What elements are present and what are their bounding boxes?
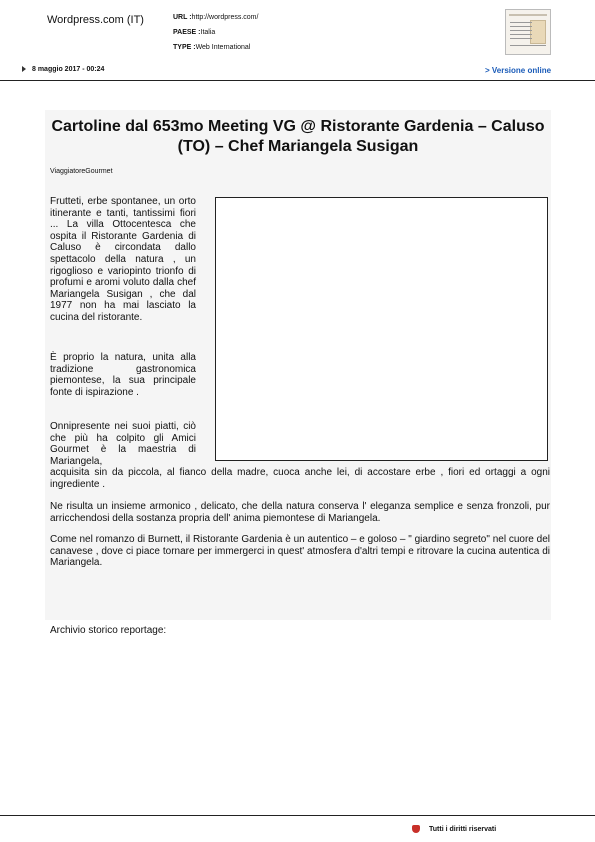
paragraph-5: Come nel romanzo di Burnett, il Ristorante Gardenia è un autentico – e goloso – " giardino segreto" nel cuore del canavese , dove ci piace tornare per immergerci in quest' atmosfera d'altri tempi e ritrovare la cucina autentica di Mariangela. bbox=[50, 534, 550, 569]
country-label: PAESE : bbox=[173, 29, 201, 36]
page-thumbnail bbox=[505, 9, 551, 55]
thumbnail-text-line bbox=[510, 30, 532, 31]
article-image-placeholder bbox=[215, 197, 548, 461]
footer-divider bbox=[0, 815, 595, 816]
thumbnail-text-line bbox=[510, 34, 532, 35]
paragraph-3: Onnipresente nei suoi piatti, ciò che più ha colpito gli Amici Gourmet è la maestria di Mariangela, bbox=[50, 421, 196, 467]
paragraph-1: Frutteti, erbe spontanee, un orto itinerante e tanti, tantissimi fiori ... La villa Ottocentesca che ospita il Ristorante Gardenia di Caluso è circondata dallo spettacolo della natura , un rigoglioso e variopinto trionfo di profumi e aromi voluto dalla chef Mariangela Susigan , che dal 1977 non ha mai lasciato la cucina del ristorante. bbox=[50, 196, 196, 323]
triangle-bullet-icon bbox=[22, 66, 26, 72]
type-label: TYPE : bbox=[173, 44, 196, 51]
header-divider bbox=[0, 80, 595, 81]
country-row bbox=[173, 25, 258, 40]
paragraph-2: È proprio la natura, unita alla tradizione gastronomica piemontese, la sua principale fonte di ispirazione . bbox=[50, 352, 196, 398]
url-value[interactable]: http://wordpress.com/ bbox=[191, 14, 259, 21]
url-label: URL : bbox=[173, 14, 192, 21]
thumbnail-header-bar bbox=[509, 14, 547, 16]
publication-date bbox=[22, 66, 104, 73]
thumbnail-text-line bbox=[510, 22, 532, 23]
online-version-link[interactable]: > Versione online bbox=[485, 66, 552, 75]
footer bbox=[412, 825, 496, 833]
source-name: Wordpress.com (IT) bbox=[47, 14, 144, 26]
article-title: Cartoline dal 653mo Meeting VG @ Ristorante Gardenia – Caluso (TO) – Chef Mariangela Susigan bbox=[51, 118, 545, 155]
type-value: Web International bbox=[195, 44, 251, 51]
thumbnail-text-line bbox=[510, 26, 532, 27]
rights-text: Tutti i diritti riservati bbox=[429, 825, 497, 833]
paragraph-4: Ne risulta un insieme armonico , delicato, che della natura conserva l' eleganza semplice e senza fronzoli, pur arricchendosi della sostanza propria dell' anima piemontese di Mariangela. bbox=[50, 501, 550, 524]
source-meta bbox=[173, 10, 258, 55]
date-text: 8 maggio 2017 - 00:24 bbox=[32, 66, 105, 73]
url-row bbox=[173, 10, 258, 25]
type-row bbox=[173, 40, 258, 55]
thumbnail-text-line bbox=[510, 45, 546, 46]
paragraph-3-continued: acquisita sin da piccola, al fianco della madre, cuoca anche lei, di accostare erbe , fiori ed ortaggi a ogni ingrediente . bbox=[50, 467, 550, 490]
thumbnail-text-line bbox=[510, 38, 532, 39]
article-author: ViaggiatoreGourmet bbox=[50, 168, 113, 175]
publisher-logo-icon bbox=[412, 825, 420, 833]
thumbnail-image-block bbox=[530, 20, 546, 44]
country-value: Italia bbox=[200, 29, 216, 36]
archive-label: Archivio storico reportage: bbox=[50, 625, 167, 636]
